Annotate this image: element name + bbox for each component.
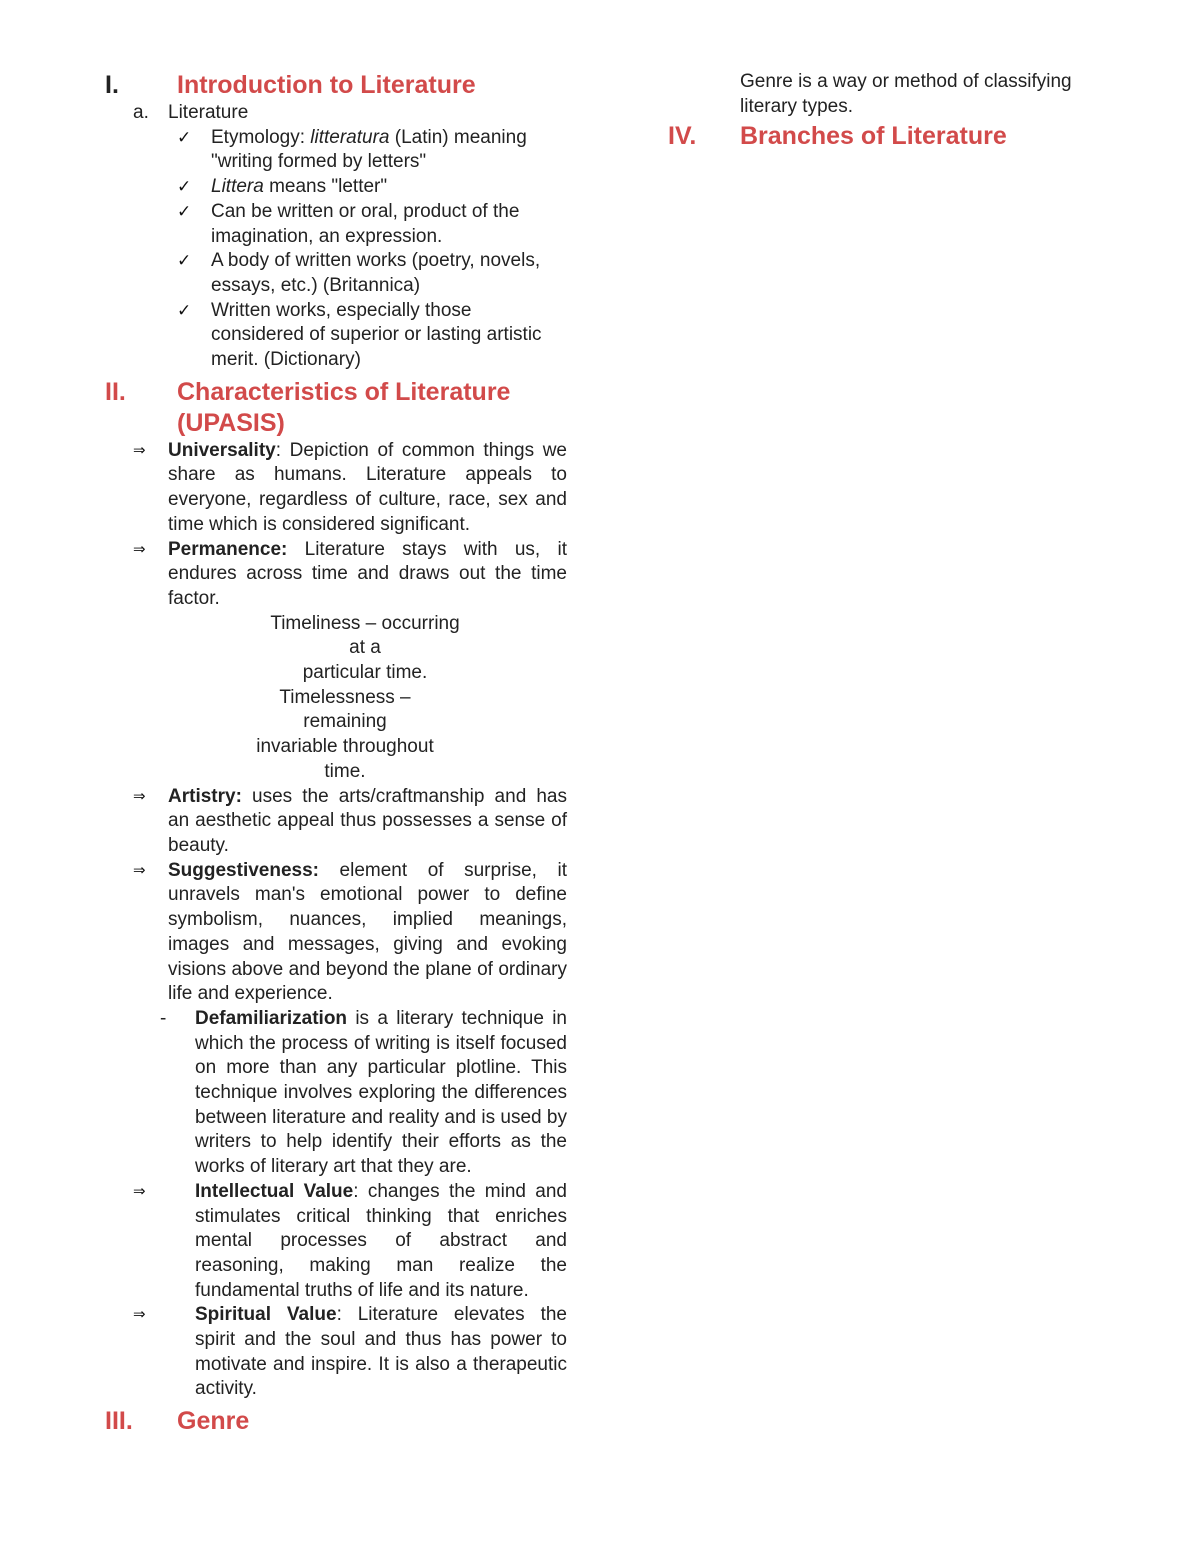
section-number: IV. (668, 122, 697, 151)
note-line: Timelessness – remaining (279, 686, 411, 733)
section-heading-characteristics (105, 377, 567, 439)
characteristic-artistry (133, 785, 567, 859)
left-column (105, 70, 567, 1437)
arrow-icon: ⇒ (133, 861, 146, 879)
section-number: I. (105, 71, 119, 99)
section-title: Genre (177, 1407, 250, 1436)
arrow-icon: ⇒ (133, 1306, 146, 1324)
arrow-icon: ⇒ (133, 1182, 146, 1200)
section-title (177, 377, 510, 439)
check-item (177, 200, 567, 249)
section-title: Branches of Literature (740, 122, 1007, 151)
term: Universality (168, 439, 276, 461)
term: Suggestiveness: (168, 859, 319, 881)
section-title: Introduction to Literature (177, 71, 476, 99)
dash-marker: - (160, 1007, 167, 1029)
arrow-icon: ⇒ (133, 787, 146, 805)
check-text: means "letter" (263, 176, 388, 198)
definition: uses the arts/craftmanship and has an aesthetic appeal thus possesses a sense of beauty. (168, 785, 567, 856)
note-line: particular time. (302, 662, 428, 684)
section-number: III. (105, 1407, 133, 1436)
characteristic-spiritual-value (133, 1303, 567, 1402)
note-line: invariable throughout time. (256, 736, 434, 782)
checkmark-icon: ✓ (177, 300, 192, 320)
check-item (177, 299, 567, 373)
characteristic-intellectual-value (133, 1180, 567, 1304)
section-heading-intro (105, 70, 567, 101)
definition: element of surprise, it unravels man's emotional power to define symbolism, nuances, implied meanings, images and messages, giving and evoking visions above and beyond the plane of ordinary life and experience. (168, 859, 567, 1005)
check-text: (Latin) meaning "writing formed by letters" (211, 126, 527, 173)
list-item-literature (133, 101, 567, 126)
list-label: a. (133, 102, 149, 123)
checkmark-icon: ✓ (177, 201, 192, 221)
section-heading-branches (668, 121, 1128, 152)
term: Permanence: (168, 538, 288, 560)
defamiliarization-item (160, 1007, 567, 1180)
characteristic-permanence (133, 538, 567, 612)
note-line: Timeliness – occurring at a (270, 612, 460, 659)
section-number: II. (105, 377, 126, 406)
checkmark-icon: ✓ (177, 251, 192, 271)
timeliness-note (265, 612, 465, 686)
definition: : Depiction of common things we share as humans. Literature appeals to everyone, regardless of culture, race, sex and time which is considered significant. (168, 439, 567, 535)
check-item (177, 126, 567, 175)
arrow-icon: ⇒ (133, 441, 146, 459)
check-item (177, 249, 567, 298)
checkmark-icon: ✓ (177, 177, 192, 197)
genre-definition: Genre is a way or method of classifying literary types. (740, 71, 1072, 117)
check-item (177, 175, 567, 200)
right-column (668, 70, 1128, 152)
definition: : changes the mind and stimulates critical thinking that enriches mental processes of abstract and reasoning, making man realize the fundamental truths of life and its nature. (195, 1180, 567, 1301)
latin-term: litteratura (310, 126, 390, 148)
section-title-line2: (UPASIS) (177, 408, 285, 437)
section-heading-genre (105, 1406, 567, 1437)
term: Spiritual Value (195, 1304, 337, 1326)
characteristic-suggestiveness (133, 859, 567, 1007)
term: Artistry: (168, 785, 242, 807)
section-title-line1: Characteristics of Literature (177, 377, 511, 406)
checkmark-icon: ✓ (177, 127, 192, 147)
arrow-icon: ⇒ (133, 540, 146, 558)
definition: : Literature elevates the spirit and the soul and thus has power to motivate and inspire. It is also a therapeutic activity. (195, 1304, 567, 1400)
check-text: Can be written or oral, product of the imagination, an expression. (211, 200, 520, 247)
timelessness-note (245, 686, 445, 785)
term: Intellectual Value (195, 1180, 354, 1202)
characteristic-universality (133, 439, 567, 538)
check-text: A body of written works (poetry, novels, essays, etc.) (Britannica) (211, 250, 541, 296)
definition: is a literary technique in which the process of writing is itself focused on more than any particular plotline. This technique involves exploring the differences between literature and reality and is used by writers to help identify their efforts as the works of literary art that they are. (195, 1007, 567, 1178)
check-text: Written works, especially those considered of superior or lasting artistic merit. (Dictionary) (211, 299, 542, 371)
latin-term: Littera (211, 176, 264, 198)
list-text: Literature (168, 102, 249, 123)
definition: Literature stays with us, it endures across time and draws out the time factor. (168, 538, 567, 609)
term: Defamiliarization (195, 1007, 348, 1029)
check-text: Etymology: (211, 126, 311, 148)
